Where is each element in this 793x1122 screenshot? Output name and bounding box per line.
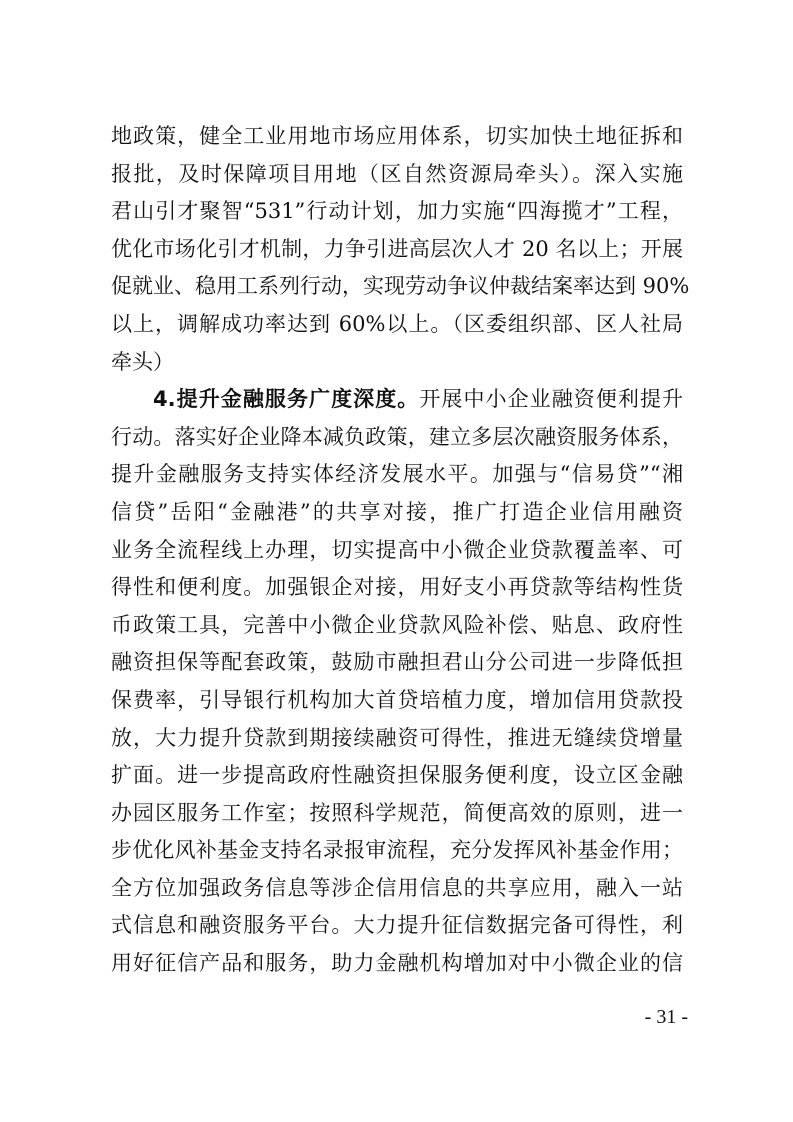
body-text [111, 118, 690, 983]
text-line: 地政策，健全工业用地市场应用体系，切实加快土地征拆和 [111, 124, 683, 148]
text-line: 君山引才聚智“531”行动计划，加力实施“四海揽才”工程， [111, 199, 683, 224]
text-line: 提升金融服务支持实体经济发展水平。加强与“信易贷”“湘 [111, 462, 683, 487]
text-line: 全方位加强政务信息等涉企信用信息的共享应用，融入一站 [111, 875, 683, 900]
text-line: 币政策工具，完善中小微企业贷款风险补偿、贴息、政府性 [111, 612, 683, 637]
text-line: 牵头） [111, 349, 174, 374]
page-number: - 31 - [644, 1006, 688, 1028]
text-line: 放，大力提升贷款到期接续融资可得性，推进无缝续贷增量 [111, 725, 683, 750]
text-line: 业务全流程线上办理，切实提高中小微企业贷款覆盖率、可 [111, 537, 683, 562]
text-line: 促就业、稳用工系列行动，实现劳动争议仲裁结案率达到 90% [111, 274, 690, 299]
paragraph-first-line [111, 381, 683, 419]
text-line: 融资担保等配套政策，鼓励市融担君山分公司进一步降低担 [111, 650, 683, 675]
text-line: 优化市场化引才机制，力争引进高层次人才 20 名以上；开展 [111, 236, 683, 261]
text-line: 信贷”岳阳“金融港”的共享对接，推广打造企业信用融资 [111, 499, 683, 524]
text-line: 步优化风补基金支持名录报审流程，充分发挥风补基金作用； [111, 838, 683, 863]
text-line: 办园区服务工作室；按照科学规范，简便高效的原则，进一 [111, 800, 683, 825]
text-line: 行动。落实好企业降本减负政策，建立多层次融资服务体系， [111, 424, 683, 449]
text-line: 得性和便利度。加强银企对接，用好支小再贷款等结构性货 [111, 575, 683, 600]
text-line: 用好征信产品和服务，助力金融机构增加对中小微企业的信 [111, 951, 683, 976]
text-line: 报批，及时保障项目用地（区自然资源局牵头）。深入实施 [111, 161, 683, 186]
text-line: 以上，调解成功率达到 60%以上。（区委组织部、区人社局 [111, 311, 683, 336]
text-line: 保费率，引导银行机构加大首贷培植力度，增加信用贷款投 [111, 687, 683, 712]
section-heading: 4.提升金融服务广度深度。 [153, 387, 420, 412]
text-line: 扩面。进一步提高政府性融资担保服务便利度，设立区金融 [111, 763, 683, 788]
text-line-rest: 开展中小企业融资便利提升 [419, 387, 683, 412]
text-line: 式信息和融资服务平台。大力提升征信数据完备可得性，利 [111, 913, 683, 938]
